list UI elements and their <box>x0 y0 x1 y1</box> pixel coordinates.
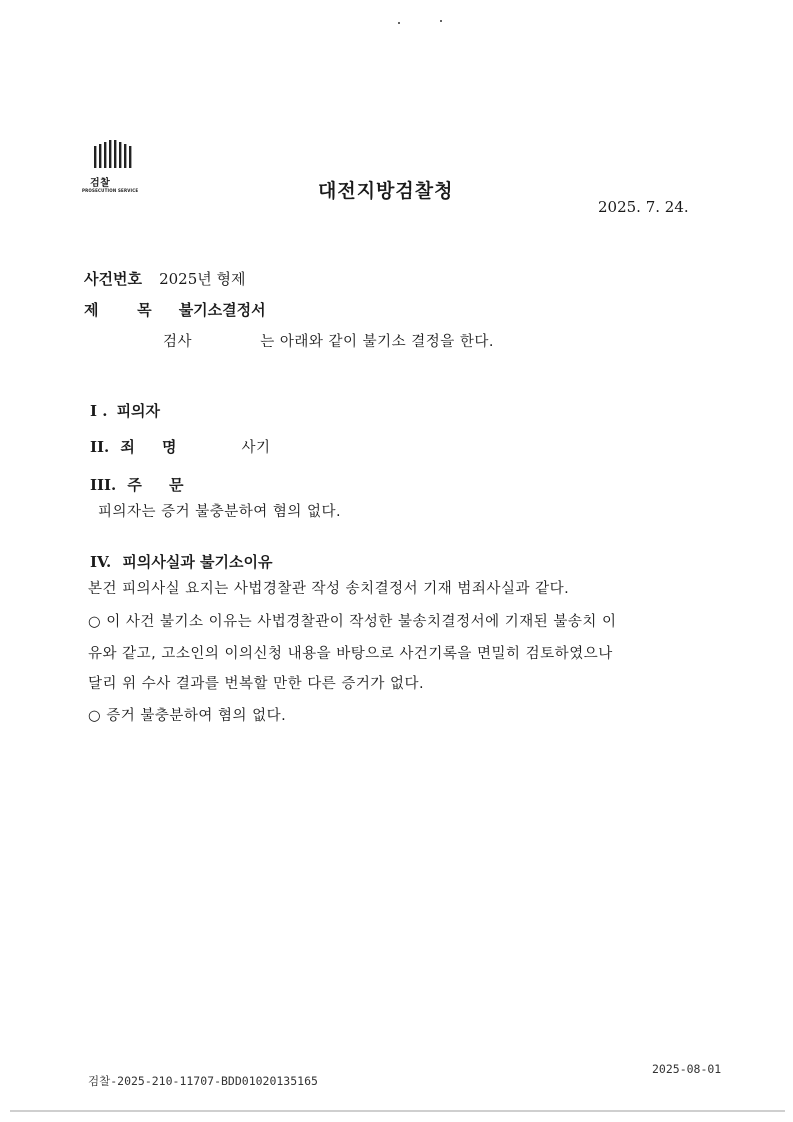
disposition-text: 피의자는 증거 불충분하여 혐의 없다. <box>98 504 342 520</box>
reason-line: ○ 이 사건 불기소 이유는 사법경찰관이 작성한 불송치결정서에 기재된 불송치 이 <box>88 614 617 630</box>
section-number: II. <box>90 438 110 456</box>
scan-artifact <box>440 20 442 22</box>
intro-prosecutor: 검사 <box>163 334 193 350</box>
logo-subtitle: PROSECUTION SERVICE <box>82 188 139 193</box>
document-date: 2025. 7. 24. <box>598 198 689 216</box>
section-heading: 피의사실과 불기소이유 <box>122 553 273 571</box>
title-value: 불기소결정서 <box>178 301 266 319</box>
section-number: I . <box>90 402 108 420</box>
case-number-row <box>84 268 245 289</box>
section-disposition <box>90 474 183 495</box>
section-number: III. <box>90 476 117 494</box>
office-title: 대전지방검찰청 <box>318 180 454 202</box>
section-heading: 피의자 <box>116 402 161 420</box>
footer-document-code: 검찰-2025-210-11707-BDD01020135165 <box>88 1074 318 1088</box>
intro-line <box>163 330 494 351</box>
reason-line: 유와 같고, 고소인의 이의신청 내용을 바탕으로 사건기록을 면밀히 검토하였으나 <box>88 646 613 662</box>
section-suspect <box>90 400 160 421</box>
case-number-value: 2025년 형제 <box>159 270 246 288</box>
prosecution-logo <box>82 140 146 200</box>
reason-line: 본건 피의사실 요지는 사법경찰관 작성 송치결정서 기재 범죄사실과 같다. <box>88 581 570 597</box>
section-number: IV. <box>90 553 112 571</box>
section-facts-reasons <box>90 551 272 572</box>
scan-edge-line <box>10 1110 785 1112</box>
title-label-1: 제 <box>84 301 99 319</box>
section-heading: 죄 <box>120 438 135 456</box>
intro-text: 는 아래와 같이 불기소 결정을 한다. <box>260 334 494 350</box>
footer-date: 2025-08-01 <box>652 1062 722 1076</box>
section-heading: 주 <box>127 476 142 494</box>
logo-name: 검찰 <box>90 178 111 189</box>
scan-artifact <box>398 22 400 24</box>
section-heading: 명 <box>161 438 177 456</box>
section-heading: 문 <box>168 476 184 494</box>
title-label-2: 목 <box>137 301 152 319</box>
charge-value: 사기 <box>241 440 271 456</box>
reason-line: 달리 위 수사 결과를 번복할 만한 다른 증거가 없다. <box>88 676 425 692</box>
title-row <box>84 299 266 320</box>
section-charge <box>90 436 271 457</box>
reason-line: ○ 증거 불충분하여 혐의 없다. <box>88 708 287 724</box>
case-number-label: 사건번호 <box>84 270 142 288</box>
logo-bars-icon <box>93 140 133 168</box>
